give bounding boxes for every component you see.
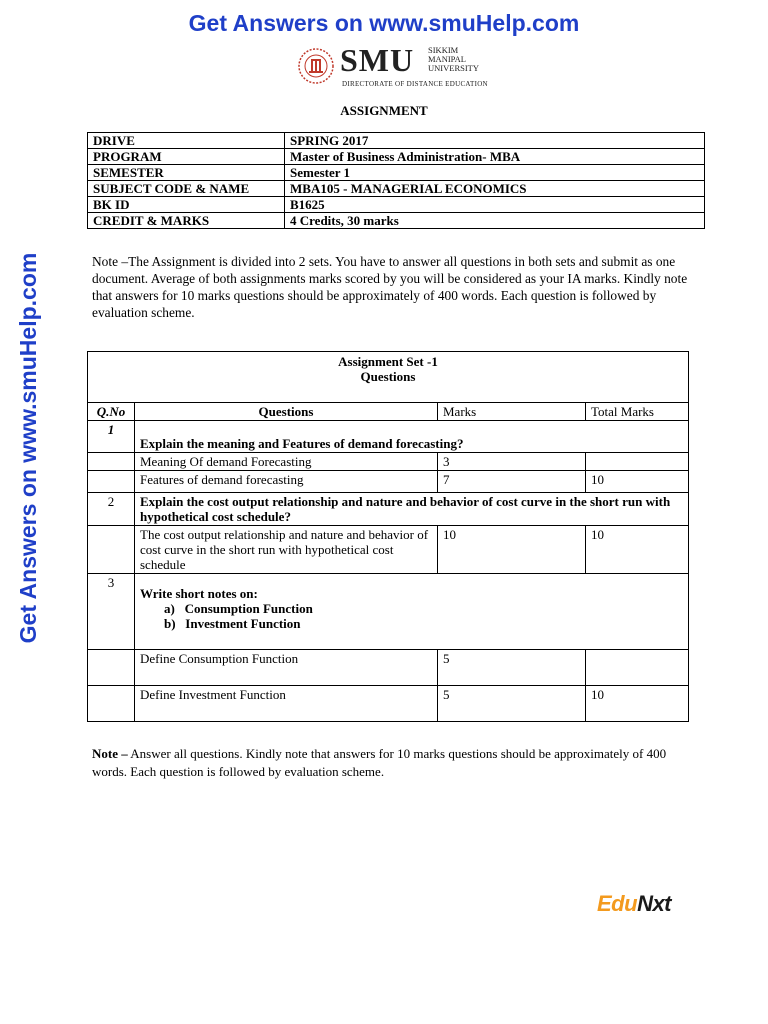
scheme-text: Features of demand forecasting [135,471,438,493]
assignment-set-table [87,351,689,722]
scheme-text: Meaning Of demand Forecasting [135,453,438,471]
header-total-marks: Total Marks [586,403,689,421]
info-row [88,165,705,181]
info-value: Master of Business Administration- MBA [285,149,705,165]
instructions-note: Note –The Assignment is divided into 2 sets. You have to answer all questions in both sets and submit as one document. Average of both assignments marks scored by you will be considered as your IA marks. Kindly note that answers for 10 marks questions should be approximately of 400 words. Each question is followed by evaluation scheme. [92,254,688,320]
question-text: Explain the cost output relationship and nature and behavior of cost curve in the short run with hypothetical cost schedule? [135,493,689,526]
scheme-marks: 3 [438,453,586,471]
info-key: CREDIT & MARKS [88,213,285,229]
info-value: 4 Credits, 30 marks [285,213,705,229]
header-qno: Q.No [88,403,135,421]
info-row [88,133,705,149]
scheme-marks: 5 [438,686,586,722]
edunext-logo [597,891,671,917]
question-text: Write short notes on: [140,586,258,601]
info-row [88,213,705,229]
question-row [88,574,689,650]
list-item: b) Investment Function [164,616,301,631]
question-sublist [140,601,683,631]
banner-top: Get Answers on www.smuHelp.com [188,10,580,36]
smu-logo [296,44,496,90]
scheme-text: Define Investment Function [135,686,438,722]
question-block [135,574,689,650]
scheme-total [586,453,689,471]
list-item: a) Consumption Function [164,601,313,616]
scheme-row [88,453,689,471]
question-number: 2 [88,493,135,526]
question-text: Explain the meaning and Features of demand forecasting? [135,421,689,453]
scheme-marks: 7 [438,471,586,493]
logo-part-next: Nxt [637,891,672,916]
info-key: SUBJECT CODE & NAME [88,181,285,197]
empty-cell [88,471,135,493]
info-key: DRIVE [88,133,285,149]
info-key: BK ID [88,197,285,213]
header-questions: Questions [135,403,438,421]
closing-note [92,745,688,781]
info-row [88,181,705,197]
info-value: MBA105 - MANAGERIAL ECONOMICS [285,181,705,197]
logo-line-2: MANIPAL [428,54,466,64]
set-subtitle: Questions [360,369,416,384]
scheme-row [88,650,689,686]
scheme-total: 10 [586,471,689,493]
logo-part-edu: Edu [597,891,638,916]
logo-directorate: DIRECTORATE OF DISTANCE EDUCATION [342,80,488,88]
info-value: B1625 [285,197,705,213]
info-key: SEMESTER [88,165,285,181]
question-number: 1 [88,421,135,453]
scheme-text: Define Consumption Function [135,650,438,686]
info-key: PROGRAM [88,149,285,165]
set-title: Assignment Set -1 [338,354,438,369]
question-number: 3 [88,574,135,650]
empty-cell [88,526,135,574]
empty-cell [88,453,135,471]
logo-line-1: SIKKIM [428,45,459,55]
university-emblem-icon [296,46,336,86]
empty-cell [88,686,135,722]
info-row [88,149,705,165]
question-row [88,421,689,453]
set-header-row [88,352,689,403]
course-info-table [87,132,705,229]
header-marks: Marks [438,403,586,421]
question-row [88,493,689,526]
scheme-text: The cost output relationship and nature and behavior of cost curve in the short run with hypothetical cost schedule [135,526,438,574]
empty-cell [88,650,135,686]
note-text: Answer all questions. Kindly note that answers for 10 marks questions should be approximately of 400 words. Each question is followed by evaluation scheme. [92,746,667,779]
scheme-row [88,526,689,574]
note-label: Note – [92,746,128,761]
document-title: ASSIGNMENT [340,103,428,118]
info-value: Semester 1 [285,165,705,181]
scheme-marks: 5 [438,650,586,686]
info-value: SPRING 2017 [285,133,705,149]
column-header-row [88,403,689,421]
logo-smu-text: SMU [340,42,415,78]
scheme-total: 10 [586,526,689,574]
scheme-row [88,471,689,493]
banner-side: Get Answers on www.smuHelp.com [15,252,41,644]
logo-university-name [428,46,479,73]
scheme-total: 10 [586,686,689,722]
scheme-total [586,650,689,686]
set-header [88,352,689,403]
info-row [88,197,705,213]
scheme-marks: 10 [438,526,586,574]
logo-line-3: UNIVERSITY [428,63,479,73]
scheme-row [88,686,689,722]
